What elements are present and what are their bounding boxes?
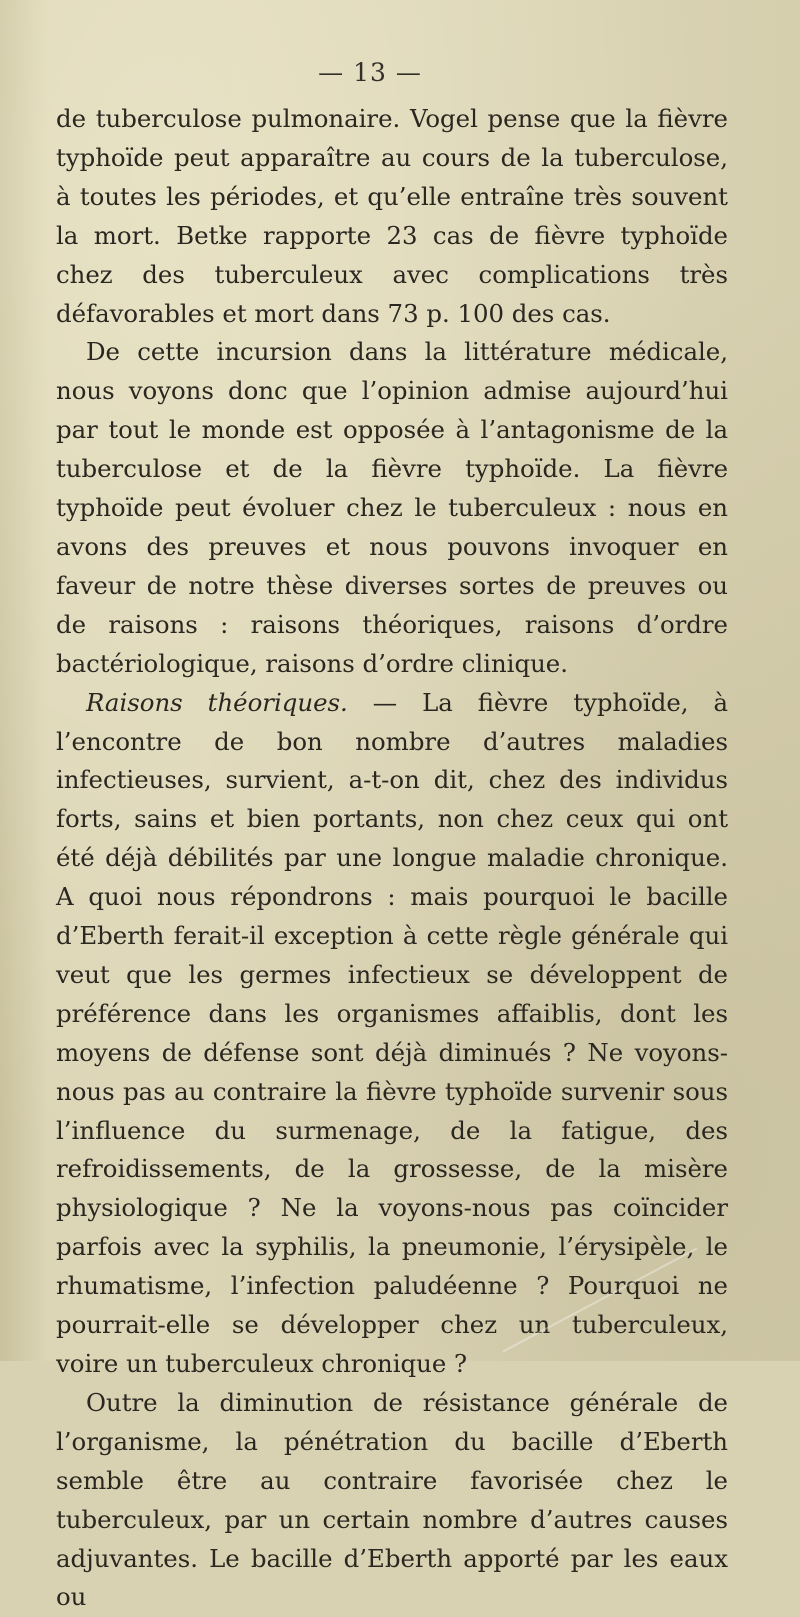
paragraph-3-text: — La fièvre typhoïde, à l’encontre de bon nombre d’autres maladies infectieuses, survient, a-t-on dit, chez des individus forts, sains et bien portants, non chez ceux qui ont été déjà débilités par une longue maladie chronique. A quoi nous répondrons : mais pourquoi le bacille d’Eberth ferait-il exception à cette règle générale qui veut que les germes infectieux se développent de préférence dans les organismes affaiblis, dont les moyens de défense sont déjà diminués ? Ne voyons-nous pas au contraire la fièvre typhoïde survenir sous l’influence du surmenage, de la fatigue, des refroidissements, de la grossesse, de la misère physiologique ? Ne la voyons-nous pas coïncider parfois avec la syphilis, la pneumonie, l’érysipèle, le rhumatisme, l’infection paludéenne ? Pourquoi ne pourrait-elle se développer chez un tuberculeux, voire un tuberculeux chronique ? bbox=[56, 687, 729, 1378]
paragraph-2: De cette incursion dans la littérature médicale, nous voyons donc que l’opinion admise aujourd’hui par tout le monde est opposée à l’antagonisme de la tuberculose et de la fièvre typhoïde. La fièvre typhoïde peut évoluer chez le tuberculeux : nous en avons des preuves et nous pouvons invoquer en faveur de notre thèse diverses sortes de preuves ou de raisons : raisons théoriques, raisons d’ordre bactériologique, raisons d’ordre clinique. bbox=[56, 337, 728, 678]
paragraph-4: Outre la diminution de résistance générale de l’organisme, la pénétration du bacille d’Eberth semble être au contraire favorisée chez le tuberculeux, par un certain nombre d’autres causes adjuvantes. Le bacille d’Eberth apporté par les eaux ou bbox=[56, 1387, 728, 1612]
page-number: — 13 — bbox=[318, 58, 422, 87]
paragraph-1: de tuberculose pulmonaire. Vogel pense que la fièvre typhoïde peut apparaître au cours de la tuberculose, à toutes les périodes, et qu’elle entraîne très souvent la mort. Betke rapporte 23 cas de fièvre typhoïde chez des tuberculeux avec complications très défavorables et mort dans 73 p. 100 des cas. bbox=[56, 104, 728, 328]
section-heading-raisons-theoriques: Raisons théoriques. bbox=[86, 687, 348, 717]
body-text bbox=[56, 100, 728, 1617]
paragraph-3 bbox=[56, 684, 728, 1384]
